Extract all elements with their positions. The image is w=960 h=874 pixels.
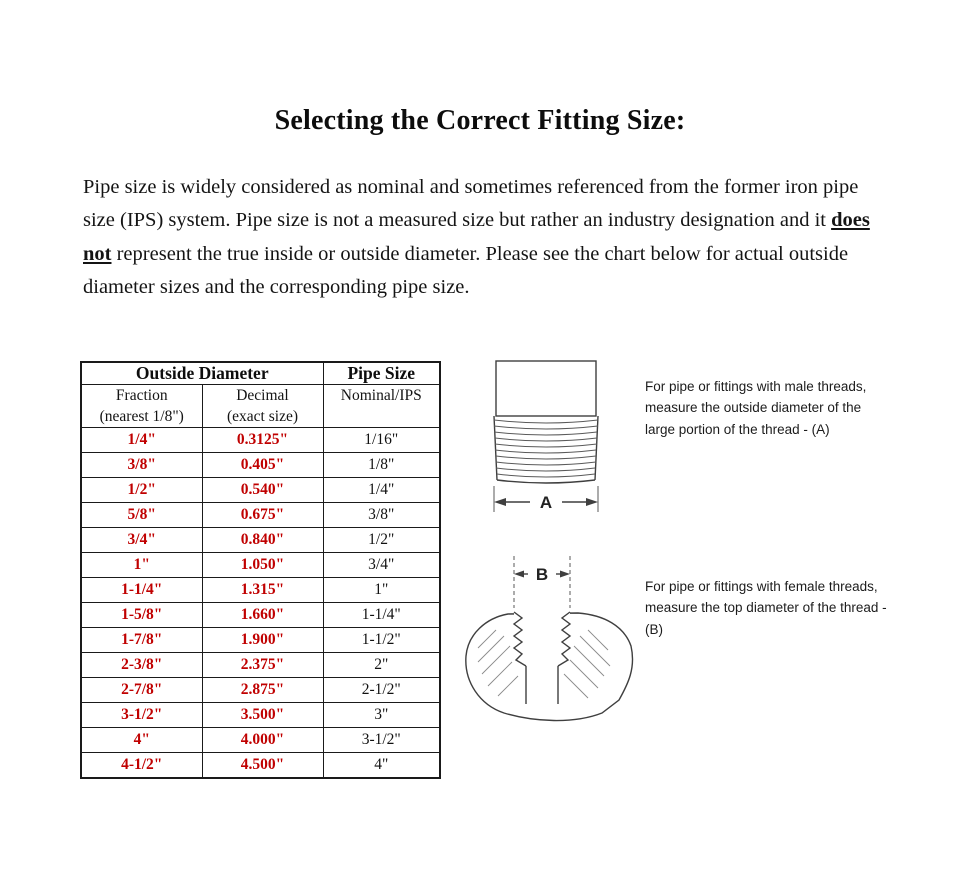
intro-emphasis: does not <box>83 209 870 265</box>
table-row <box>81 703 440 728</box>
nominal-cell: 1/16" <box>323 428 440 453</box>
male-thread-diagram-icon <box>468 358 628 530</box>
nominal-cell: 1/4" <box>323 478 440 503</box>
nominal-cell: 1-1/2" <box>323 628 440 653</box>
table-body <box>81 428 440 779</box>
annotation-female-threads: For pipe or fittings with female threads, measure the top diameter of the thread - (B) <box>645 578 887 637</box>
nominal-cell: 1" <box>323 578 440 603</box>
fraction-cell: 1-1/4" <box>81 578 202 603</box>
decimal-cell: 0.675" <box>202 503 323 528</box>
decimal-cell: 4.000" <box>202 728 323 753</box>
decimal-cell: 0.3125" <box>202 428 323 453</box>
nominal-cell: 4" <box>323 753 440 779</box>
fraction-cell: 1-5/8" <box>81 603 202 628</box>
decimal-cell: 1.050" <box>202 553 323 578</box>
fraction-cell: 3-1/2" <box>81 703 202 728</box>
header-decimal-line1: Decimal <box>236 387 289 404</box>
nominal-cell: 3/4" <box>323 553 440 578</box>
fraction-cell: 4" <box>81 728 202 753</box>
nominal-cell: 3/8" <box>323 503 440 528</box>
nominal-cell: 2" <box>323 653 440 678</box>
pipe-size-table-container <box>80 361 441 779</box>
table-row <box>81 653 440 678</box>
fraction-cell: 3/4" <box>81 528 202 553</box>
fraction-cell: 1/2" <box>81 478 202 503</box>
decimal-cell: 2.375" <box>202 653 323 678</box>
table-row <box>81 628 440 653</box>
table-row <box>81 428 440 453</box>
fraction-cell: 1/4" <box>81 428 202 453</box>
header-fraction-line2: (nearest 1/8") <box>99 408 184 425</box>
table-row <box>81 728 440 753</box>
intro-text-part1: Pipe size is widely considered as nominal and sometimes referenced from the former iron pipe size (IPS) system. Pipe size is not a measured size but rather an industry designation and it <box>83 175 859 231</box>
decimal-cell: 4.500" <box>202 753 323 779</box>
header-decimal <box>202 385 323 428</box>
header-decimal-line2: (exact size) <box>227 408 298 425</box>
nominal-cell: 1-1/4" <box>323 603 440 628</box>
header-fraction-line1: Fraction <box>115 387 168 404</box>
table-row <box>81 478 440 503</box>
table-row <box>81 553 440 578</box>
decimal-cell: 1.315" <box>202 578 323 603</box>
nominal-cell: 1/2" <box>323 528 440 553</box>
table-row <box>81 453 440 478</box>
table-row <box>81 678 440 703</box>
intro-paragraph <box>83 171 877 305</box>
header-fraction <box>81 385 202 428</box>
table-row <box>81 603 440 628</box>
fraction-cell: 1-7/8" <box>81 628 202 653</box>
annotation-male-threads: For pipe or fittings with male threads, measure the outside diameter of the large portion of the thread - (A) <box>645 378 867 437</box>
fraction-cell: 2-7/8" <box>81 678 202 703</box>
decimal-cell: 1.660" <box>202 603 323 628</box>
female-fitting-illustration <box>452 552 647 732</box>
male-fitting-illustration <box>468 358 628 530</box>
decimal-cell: 3.500" <box>202 703 323 728</box>
fraction-cell: 5/8" <box>81 503 202 528</box>
fraction-cell: 2-3/8" <box>81 653 202 678</box>
table-row <box>81 578 440 603</box>
intro-text-part2: represent the true inside or outside diameter. Please see the chart below for actual outside diameter sizes and the corresponding pipe size. <box>83 242 849 298</box>
dimension-a-label: A <box>539 493 553 512</box>
pipe-size-table <box>80 361 441 779</box>
decimal-cell: 1.900" <box>202 628 323 653</box>
sub-header-row <box>81 385 440 428</box>
fraction-cell: 4-1/2" <box>81 753 202 779</box>
table-row <box>81 528 440 553</box>
fraction-cell: 1" <box>81 553 202 578</box>
nominal-cell: 2-1/2" <box>323 678 440 703</box>
group-header-row <box>81 362 440 385</box>
decimal-cell: 0.405" <box>202 453 323 478</box>
decimal-cell: 0.840" <box>202 528 323 553</box>
table-row <box>81 753 440 779</box>
nominal-cell: 3-1/2" <box>323 728 440 753</box>
dimension-b-label: B <box>535 565 549 584</box>
female-thread-diagram-icon <box>452 552 647 732</box>
decimal-cell: 0.540" <box>202 478 323 503</box>
nominal-cell: 3" <box>323 703 440 728</box>
header-outside-diameter: Outside Diameter <box>81 362 323 385</box>
fraction-cell: 3/8" <box>81 453 202 478</box>
table-row <box>81 503 440 528</box>
header-pipe-size: Pipe Size <box>323 362 440 385</box>
decimal-cell: 2.875" <box>202 678 323 703</box>
header-nominal: Nominal/IPS <box>323 385 440 428</box>
nominal-cell: 1/8" <box>323 453 440 478</box>
page-title: Selecting the Correct Fitting Size: <box>274 104 686 136</box>
